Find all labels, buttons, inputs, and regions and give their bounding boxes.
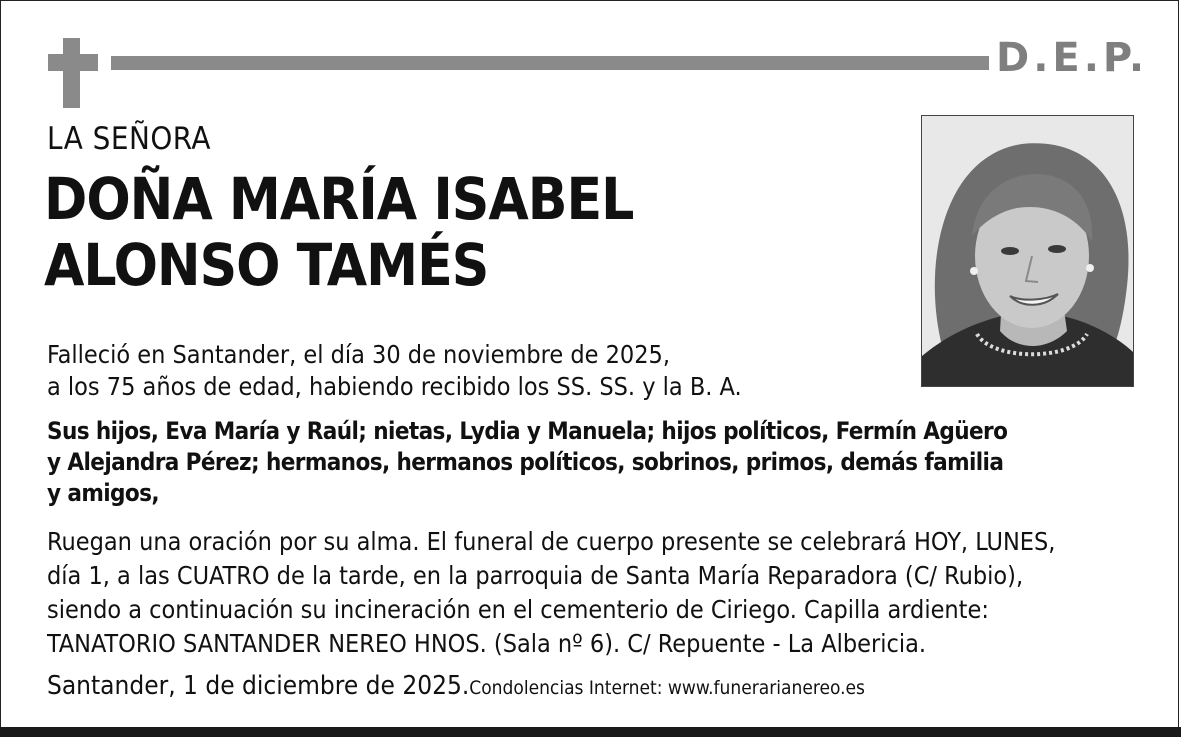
name-line-2: ALONSO TAMÉS [44,231,489,299]
condolences-link[interactable]: Condolencias Internet: www.funerarianereo.es [469,677,865,699]
portrait-photo [921,115,1134,387]
dep-label: D.E.P. [996,35,1149,81]
family-line: y amigos, [47,479,159,507]
pre-title: LA SEÑORA [47,121,211,157]
cross-icon [63,38,80,108]
ceremony-line: día 1, a las CUATRO de la tarde, en la parroquia de Santa María Reparadora (C/ Rubio), [47,561,1024,590]
ceremony-details [47,525,1055,661]
place-date: Santander, 1 de diciembre de 2025. [47,671,470,701]
family-line: y Alejandra Pérez; hermanos, hermanos políticos, sobrinos, primos, demás familia [47,448,1004,476]
death-announcement [47,339,742,403]
cross-icon-bar [48,54,98,71]
bottom-rule [0,727,1181,737]
ceremony-line: TANATORIO SANTANDER NEREO HNOS. (Sala nº 6). C/ Repuente - La Albericia. [47,629,926,658]
signature-line [47,669,865,705]
family-list [47,416,1007,509]
name-line-1: DOÑA MARÍA ISABEL [44,165,634,233]
death-line: Falleció en Santander, el día 30 de noviembre de 2025, [47,340,670,369]
death-line: a los 75 años de edad, habiendo recibido los SS. SS. y la B. A. [47,372,742,401]
header-rule [111,56,989,70]
deceased-name [44,166,864,298]
ceremony-line: Ruegan una oración por su alma. El funeral de cuerpo presente se celebrará HOY, LUNES, [47,527,1056,556]
family-line: Sus hijos, Eva María y Raúl; nietas, Lydia y Manuela; hijos políticos, Fermín Agüero [47,417,1008,445]
ceremony-line: siendo a continuación su incineración en el cementerio de Ciriego. Capilla ardiente: [47,595,989,624]
portrait-image [922,116,1134,387]
